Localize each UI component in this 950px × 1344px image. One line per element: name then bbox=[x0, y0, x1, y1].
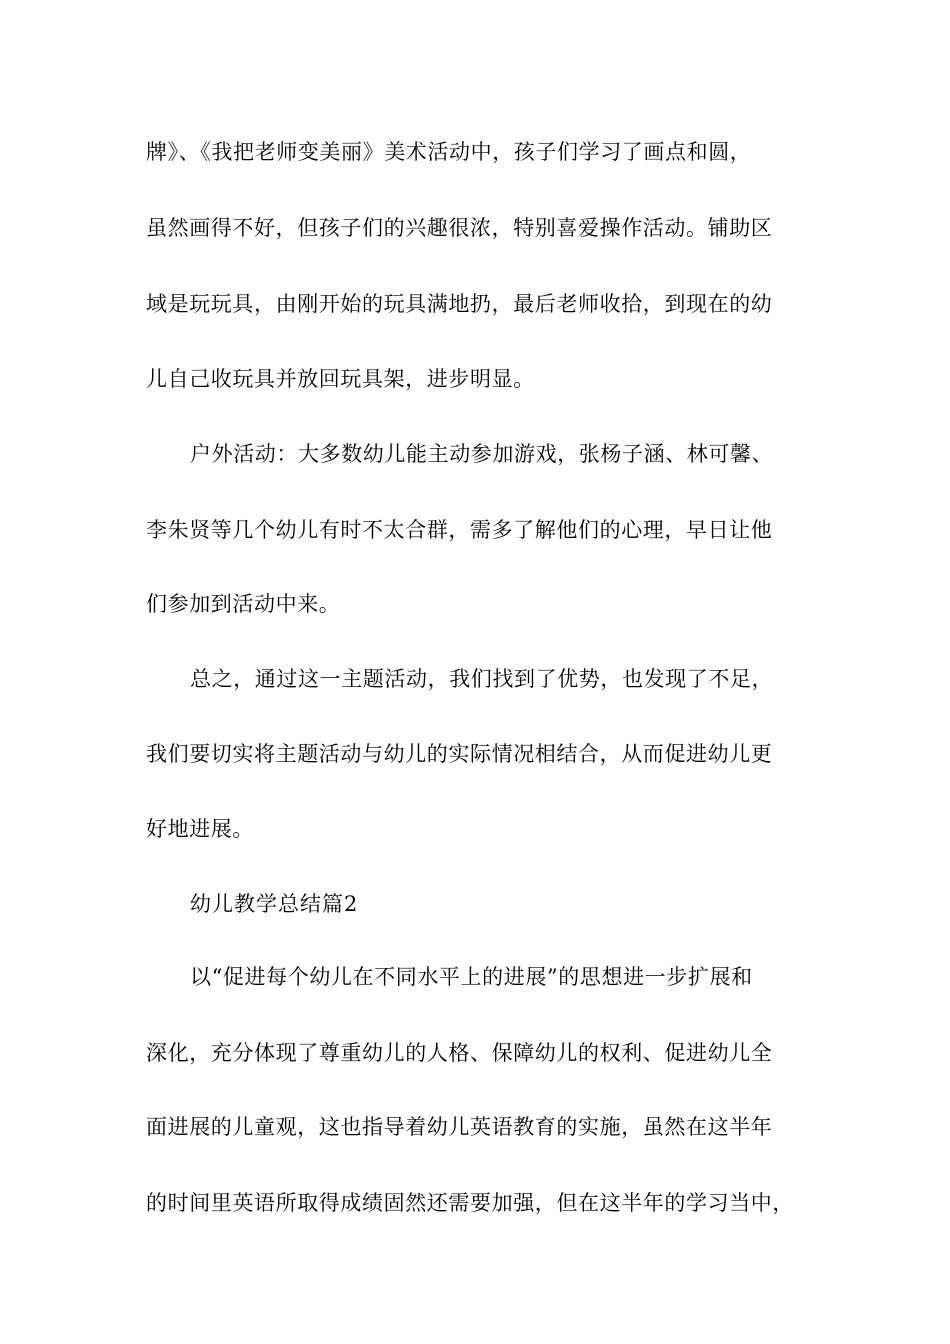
paragraph-line: 好地进展。 bbox=[146, 817, 254, 841]
paragraph-line: 户外活动：大多数幼儿能主动参加游戏，张杨子涵、林可馨、 bbox=[190, 442, 774, 466]
paragraph-line: 李朱贤等几个幼儿有时不太合群，需多了解他们的心理，早日让他 bbox=[146, 518, 773, 542]
paragraph-line: 虽然画得不好，但孩子们的兴趣很浓，特别喜爱操作活动。铺助区 bbox=[146, 216, 773, 240]
paragraph-line: 面进展的儿童观，这也指导着幼儿英语教育的实施，虽然在这半年 bbox=[146, 1115, 773, 1139]
paragraph-line: 域是玩玩具，由刚开始的玩具满地扔，最后老师收拾，到现在的幼 bbox=[146, 292, 773, 316]
paragraph-line: 总之，通过这一主题活动，我们找到了优势，也发现了不足， bbox=[190, 667, 774, 691]
section-heading: 幼儿教学总结篇2 bbox=[190, 892, 359, 916]
paragraph-line: 以“促进每个幼儿在不同水平上的进展”的思想进一步扩展和 bbox=[190, 965, 753, 989]
paragraph-line: 儿自己收玩具并放回玩具架，进步明显。 bbox=[146, 367, 535, 391]
paragraph-line: 的时间里英语所取得成绩固然还需要加强，但在这半年的学习当中， bbox=[146, 1191, 794, 1215]
paragraph-line: 深化，充分体现了尊重幼儿的人格、保障幼儿的权利、促进幼儿全 bbox=[146, 1041, 773, 1065]
paragraph-line: 牌》、《我把老师变美丽》美术活动中，孩子们学习了画点和圆， bbox=[146, 140, 752, 164]
paragraph-line: 我们要切实将主题活动与幼儿的实际情况相结合，从而促进幼儿更 bbox=[146, 742, 773, 766]
paragraph-line: 们参加到活动中来。 bbox=[146, 592, 341, 616]
